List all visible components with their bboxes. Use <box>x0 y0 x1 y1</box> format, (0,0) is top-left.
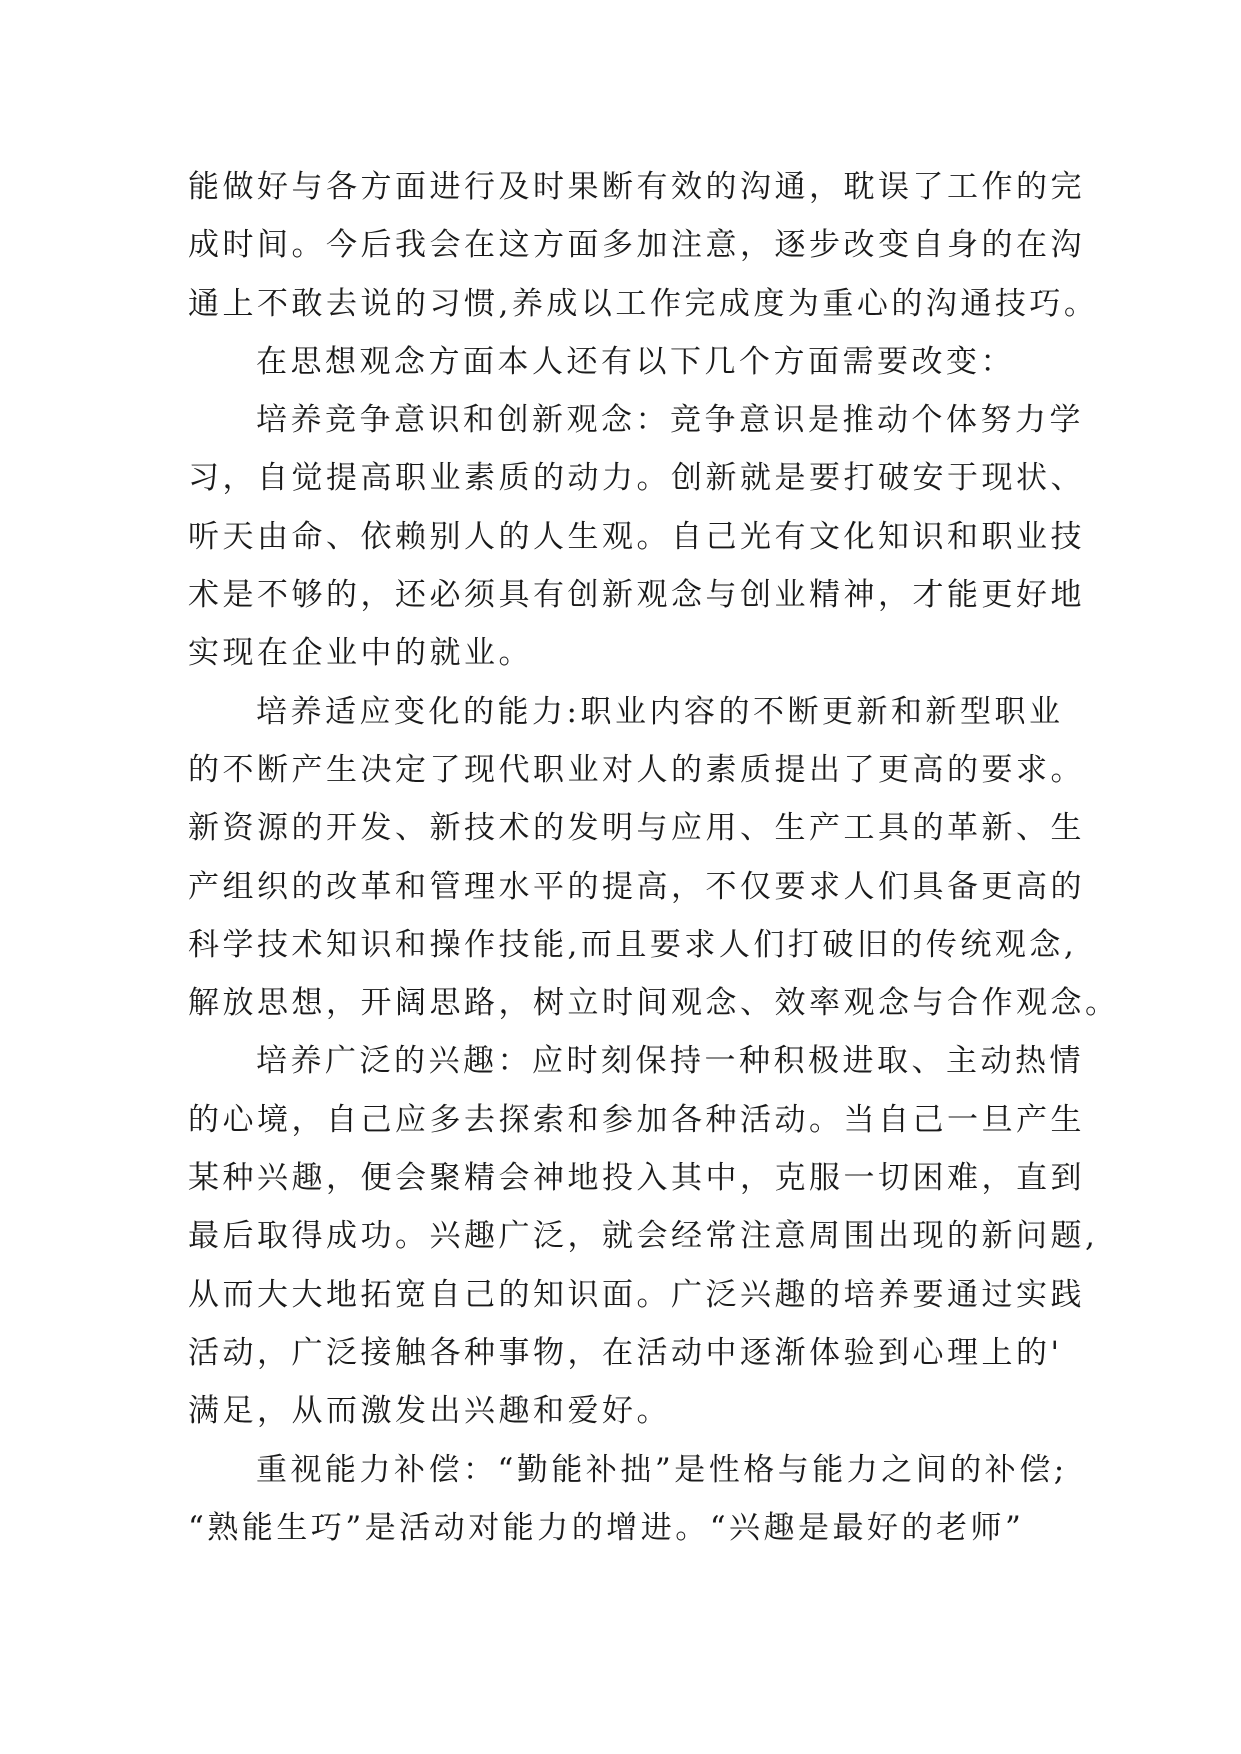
text-line: 从而大大地拓宽自己的知识面。广泛兴趣的培养要通过实践 <box>188 1276 1085 1313</box>
text-line: 培养竞争意识和创新观念：竞争意识是推动个体努力学 <box>256 402 1084 439</box>
text-line: 成时间。今后我会在这方面多加注意，逐步改变自身的在沟 <box>188 227 1085 264</box>
text-line: 培养广泛的兴趣：应时刻保持一种积极进取、主动热情 <box>256 1043 1084 1080</box>
text-line: 产组织的改革和管理水平的提高，不仅要求人们具备更高的 <box>188 868 1085 905</box>
text-line: 在思想观念方面本人还有以下几个方面需要改变： <box>256 343 1015 380</box>
text-line: 某种兴趣，便会聚精会神地投入其中，克服一切困难，直到 <box>188 1160 1085 1197</box>
text-line: 活动，广泛接触各种事物，在活动中逐渐体验到心理上的' <box>188 1334 1063 1371</box>
text-line: 新资源的开发、新技术的发明与应用、生产工具的革新、生 <box>188 810 1085 847</box>
text-line: “熟能生巧”是活动对能力的增进。“兴趣是最好的老师” <box>188 1509 1025 1546</box>
text-line: 听天由命、依赖别人的人生观。自己光有文化知识和职业技 <box>188 518 1085 555</box>
text-line: 的心境，自己应多去探索和参加各种活动。当自己一旦产生 <box>188 1101 1085 1138</box>
text-line: 解放思想，开阔思路，树立时间观念、效率观念与合作观念。 <box>188 985 1120 1022</box>
text-line: 术是不够的，还必须具有创新观念与创业精神，才能更好地 <box>188 577 1085 614</box>
text-line: 培养适应变化的能力:职业内容的不断更新和新型职业 <box>256 693 1064 730</box>
text-line: 实现在企业中的就业。 <box>188 635 533 672</box>
text-line: 能做好与各方面进行及时果断有效的沟通，耽误了工作的完 <box>188 169 1085 205</box>
body-text <box>188 158 1120 1557</box>
text-line: 通上不敢去说的习惯,养成以工作完成度为重心的沟通技巧。 <box>188 285 1099 322</box>
text-line: 最后取得成功。兴趣广泛，就会经常注意周围出现的新问题, <box>188 1218 1099 1255</box>
text-line: 的不断产生决定了现代职业对人的素质提出了更高的要求。 <box>188 751 1085 788</box>
text-line: 满足，从而激发出兴趣和爱好。 <box>188 1393 671 1430</box>
text-line: 重视能力补偿：“勤能补拙”是性格与能力之间的补偿; <box>256 1451 1068 1488</box>
text-line: 科学技术知识和操作技能,而且要求人们打破旧的传统观念, <box>188 926 1078 963</box>
text-line: 习，自觉提高职业素质的动力。创新就是要打破安于现状、 <box>188 460 1085 497</box>
